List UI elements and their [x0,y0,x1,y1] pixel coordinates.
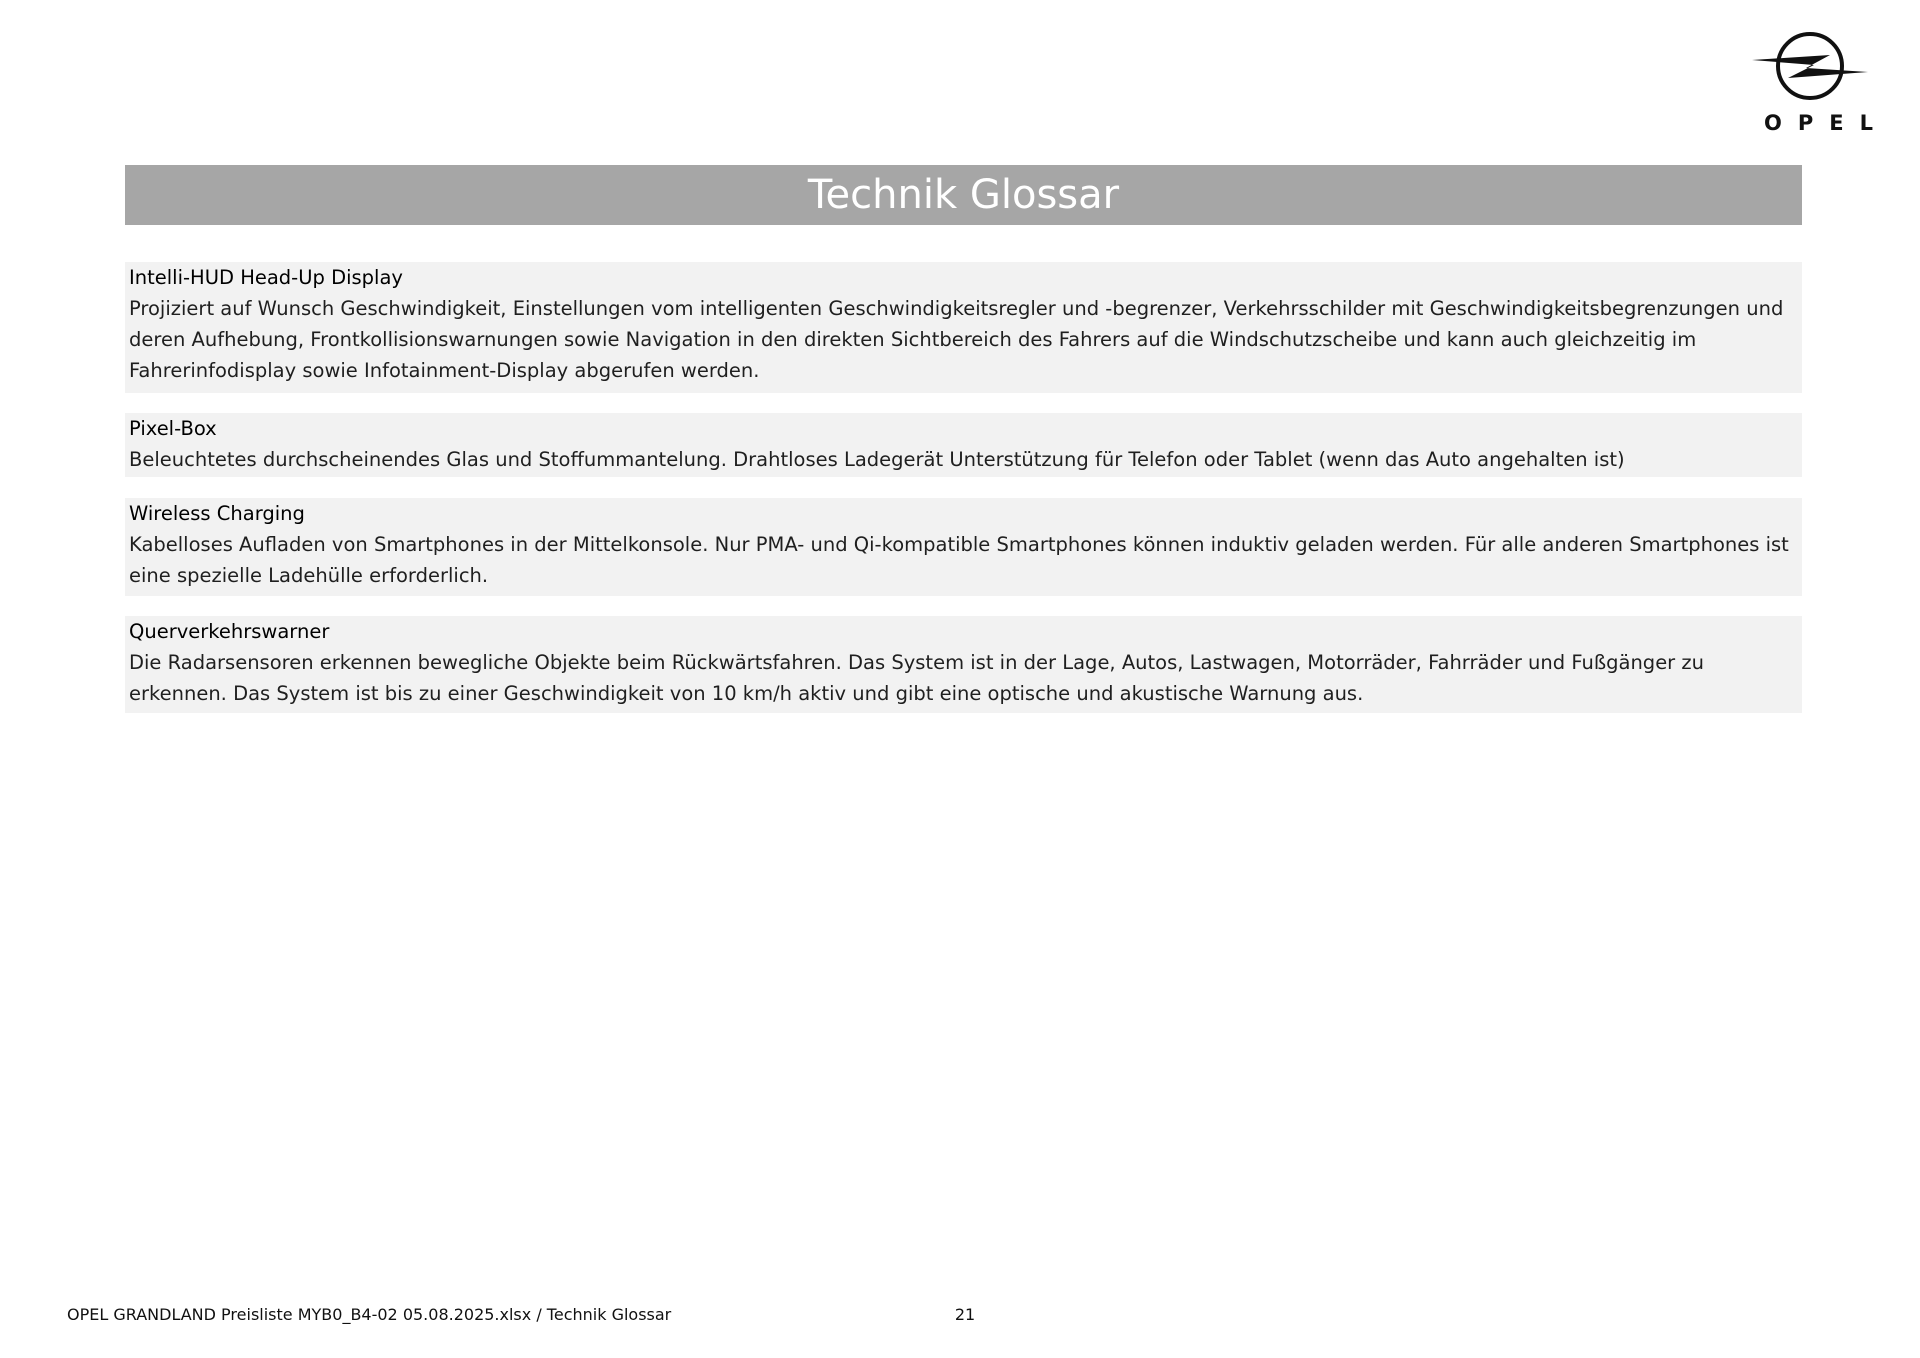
glossary-term: Intelli-HUD Head-Up Display [129,266,403,289]
opel-blitz-icon [1748,30,1872,110]
glossary-entry [125,262,1802,393]
glossary-entry [125,616,1802,713]
page-title: Technik Glossar [125,165,1802,225]
glossary-entry [125,498,1802,596]
glossary-term: Querverkehrswarner [129,620,330,643]
glossary-definition: Projiziert auf Wunsch Geschwindigkeit, Einstellungen vom intelligenten Geschwindigkeitsregler und -begrenzer, Verkehrsschilder mit Geschwindigkeitsbegrenzungen und deren Aufhebung, Frontkollisionswarnungen sowie Navigation in den direkten Sichtbereich des Fahrers auf die Windschutzscheibe und kann auch gleichzeitig im Fahrerinfodisplay sowie Infotainment-Display abgerufen werden. [129,297,1784,382]
glossary-definition: Beleuchtetes durchscheinendes Glas und Stoffummantelung. Drahtloses Ladegerät Unterstützung für Telefon oder Tablet (wenn das Auto angehalten ist) [129,448,1625,471]
footer-source: OPEL GRANDLAND Preisliste MYB0_B4-02 05.08.2025.xlsx / Technik Glossar [67,1305,672,1324]
glossary-entry [125,413,1802,477]
glossary-definition: Die Radarsensoren erkennen bewegliche Objekte beim Rückwärtsfahren. Das System ist in der Lage, Autos, Lastwagen, Motorräder, Fahrräder und Fußgänger zu erkennen. Das System ist bis zu einer Geschwindigkeit von 10 km/h aktiv und gibt eine optische und akustische Warnung aus. [129,651,1704,705]
opel-logo [1748,30,1889,136]
logo-wordmark: OPEL [1764,111,1889,135]
glossary-definition: Kabelloses Aufladen von Smartphones in der Mittelkonsole. Nur PMA- und Qi-kompatible Smartphones können induktiv geladen werden. Für alle anderen Smartphones ist eine spezielle Ladehülle erforderlich. [129,533,1789,587]
glossary-term: Wireless Charging [129,502,305,525]
glossary-term: Pixel-Box [129,417,217,440]
page-number: 21 [954,1305,976,1324]
